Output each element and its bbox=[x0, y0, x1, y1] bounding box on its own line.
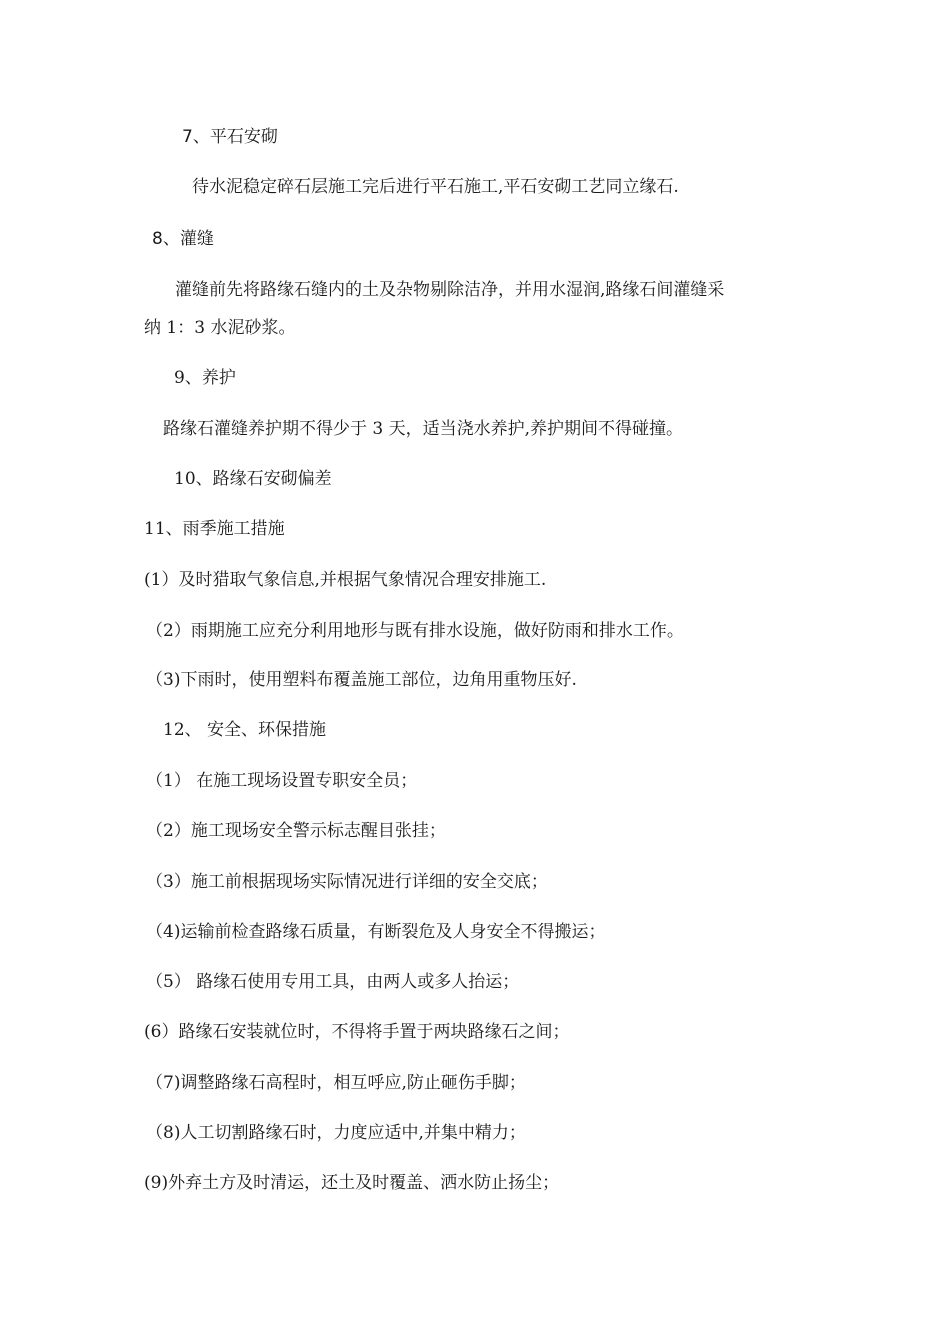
section-8-heading: 8、灌缝 bbox=[152, 229, 214, 249]
section-12-item-2: （2）施工现场安全警示标志醒目张挂； bbox=[146, 821, 446, 841]
section-12-item-8: （8)人工切割路缘石时，力度应适中,并集中精力； bbox=[146, 1123, 526, 1143]
section-12-item-7: （7)调整路缘石高程时，相互呼应,防止砸伤手脚； bbox=[146, 1073, 526, 1093]
section-7-heading: 7、平石安砌 bbox=[182, 127, 278, 147]
section-8-body-line-2: 纳 1：3 水泥砂浆。 bbox=[144, 318, 296, 338]
section-11-heading: 11、雨季施工措施 bbox=[144, 519, 285, 539]
section-9-body: 路缘石灌缝养护期不得少于 3 天，适当浇水养护,养护期间不得碰撞。 bbox=[163, 419, 684, 439]
section-11-item-3: （3)下雨时，使用塑料布覆盖施工部位，边角用重物压好. bbox=[146, 670, 577, 690]
section-12-item-5: （5） 路缘石使用专用工具，由两人或多人抬运； bbox=[146, 972, 520, 992]
section-12-item-6: (6）路缘石安装就位时，不得将手置于两块路缘石之间； bbox=[144, 1022, 570, 1042]
section-12-item-1: （1） 在施工现场设置专职安全员； bbox=[146, 771, 418, 791]
section-10-heading: 10、路缘石安砌偏差 bbox=[174, 469, 332, 489]
section-12-heading: 12、 安全、环保措施 bbox=[163, 720, 327, 740]
section-12-item-9: (9)外弃土方及时清运，还土及时覆盖、洒水防止扬尘； bbox=[144, 1173, 560, 1193]
section-8-body-line-1: 灌缝前先将路缘石缝内的土及杂物剔除洁净，并用水湿润,路缘石间灌缝采 bbox=[175, 280, 725, 300]
section-12-item-4: （4)运输前检查路缘石质量，有断裂危及人身安全不得搬运； bbox=[146, 922, 606, 942]
section-12-item-3: （3）施工前根据现场实际情况进行详细的安全交底； bbox=[146, 872, 548, 892]
section-11-item-1: (1）及时猎取气象信息,并根据气象情况合理安排施工. bbox=[144, 570, 547, 590]
section-7-body: 待水泥稳定碎石层施工完后进行平石施工,平石安砌工艺同立缘石. bbox=[192, 177, 679, 197]
section-11-item-2: （2）雨期施工应充分利用地形与既有排水设施，做好防雨和排水工作。 bbox=[146, 621, 684, 641]
section-9-heading: 9、养护 bbox=[174, 368, 236, 388]
